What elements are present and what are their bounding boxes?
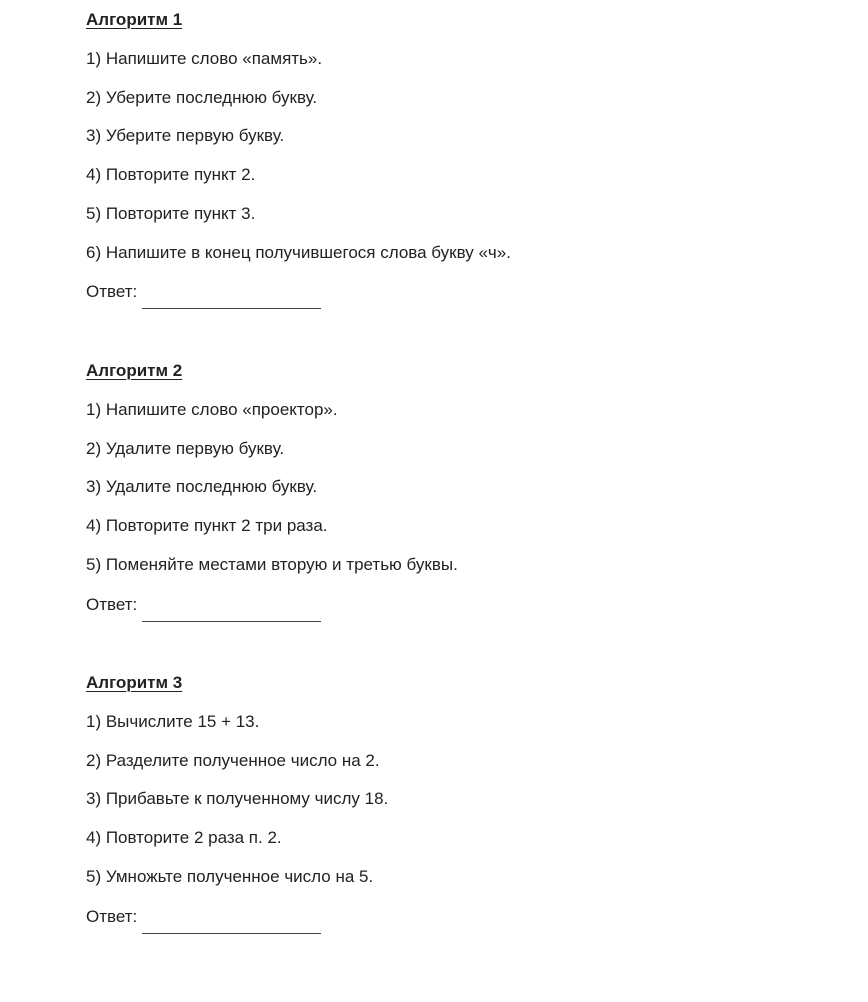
algorithm-3 [86,672,846,928]
step-item: 3) Прибавьте к полученному числу 18. [86,789,389,809]
answer-label: Ответ: [86,282,138,302]
answer-row [86,906,846,928]
step-item: 5) Повторите пункт 3. [86,203,256,223]
step-item: 2) Удалите первую букву. [86,438,285,458]
step-list [86,711,846,888]
answer-blank-line[interactable] [142,621,321,622]
algorithm-title: Алгоритм 2 [86,361,183,380]
answer-label: Ответ: [86,594,138,614]
answer-blank-line[interactable] [142,933,321,934]
step-item: 2) Разделите полученное число на 2. [86,750,380,770]
step-item: 1) Напишите слово «память». [86,48,323,68]
answer-row [86,594,846,616]
step-item: 4) Повторите пункт 2. [86,165,256,185]
step-item: 5) Умножьте полученное число на 5. [86,866,374,886]
answer-row [86,281,846,303]
algorithm-title: Алгоритм 1 [86,10,183,29]
step-item: 2) Уберите последнюю букву. [86,87,318,107]
answer-blank-line[interactable] [142,308,321,309]
algorithm-2 [86,360,846,616]
algorithm-1 [86,9,846,303]
step-item: 3) Уберите первую букву. [86,126,285,146]
step-item: 6) Напишите в конец получившегося слова букву «ч». [86,242,511,262]
step-item: 4) Повторите 2 раза п. 2. [86,828,282,848]
step-item: 1) Вычислите 15 + 13. [86,711,260,731]
step-list [86,48,846,264]
step-item: 3) Удалите последнюю букву. [86,477,318,497]
answer-label: Ответ: [86,906,138,926]
step-list [86,399,846,576]
algorithm-title: Алгоритм 3 [86,673,183,692]
step-item: 1) Напишите слово «проектор». [86,399,338,419]
step-item: 4) Повторите пункт 2 три раза. [86,516,328,536]
step-item: 5) Поменяйте местами вторую и третью буквы. [86,554,458,574]
